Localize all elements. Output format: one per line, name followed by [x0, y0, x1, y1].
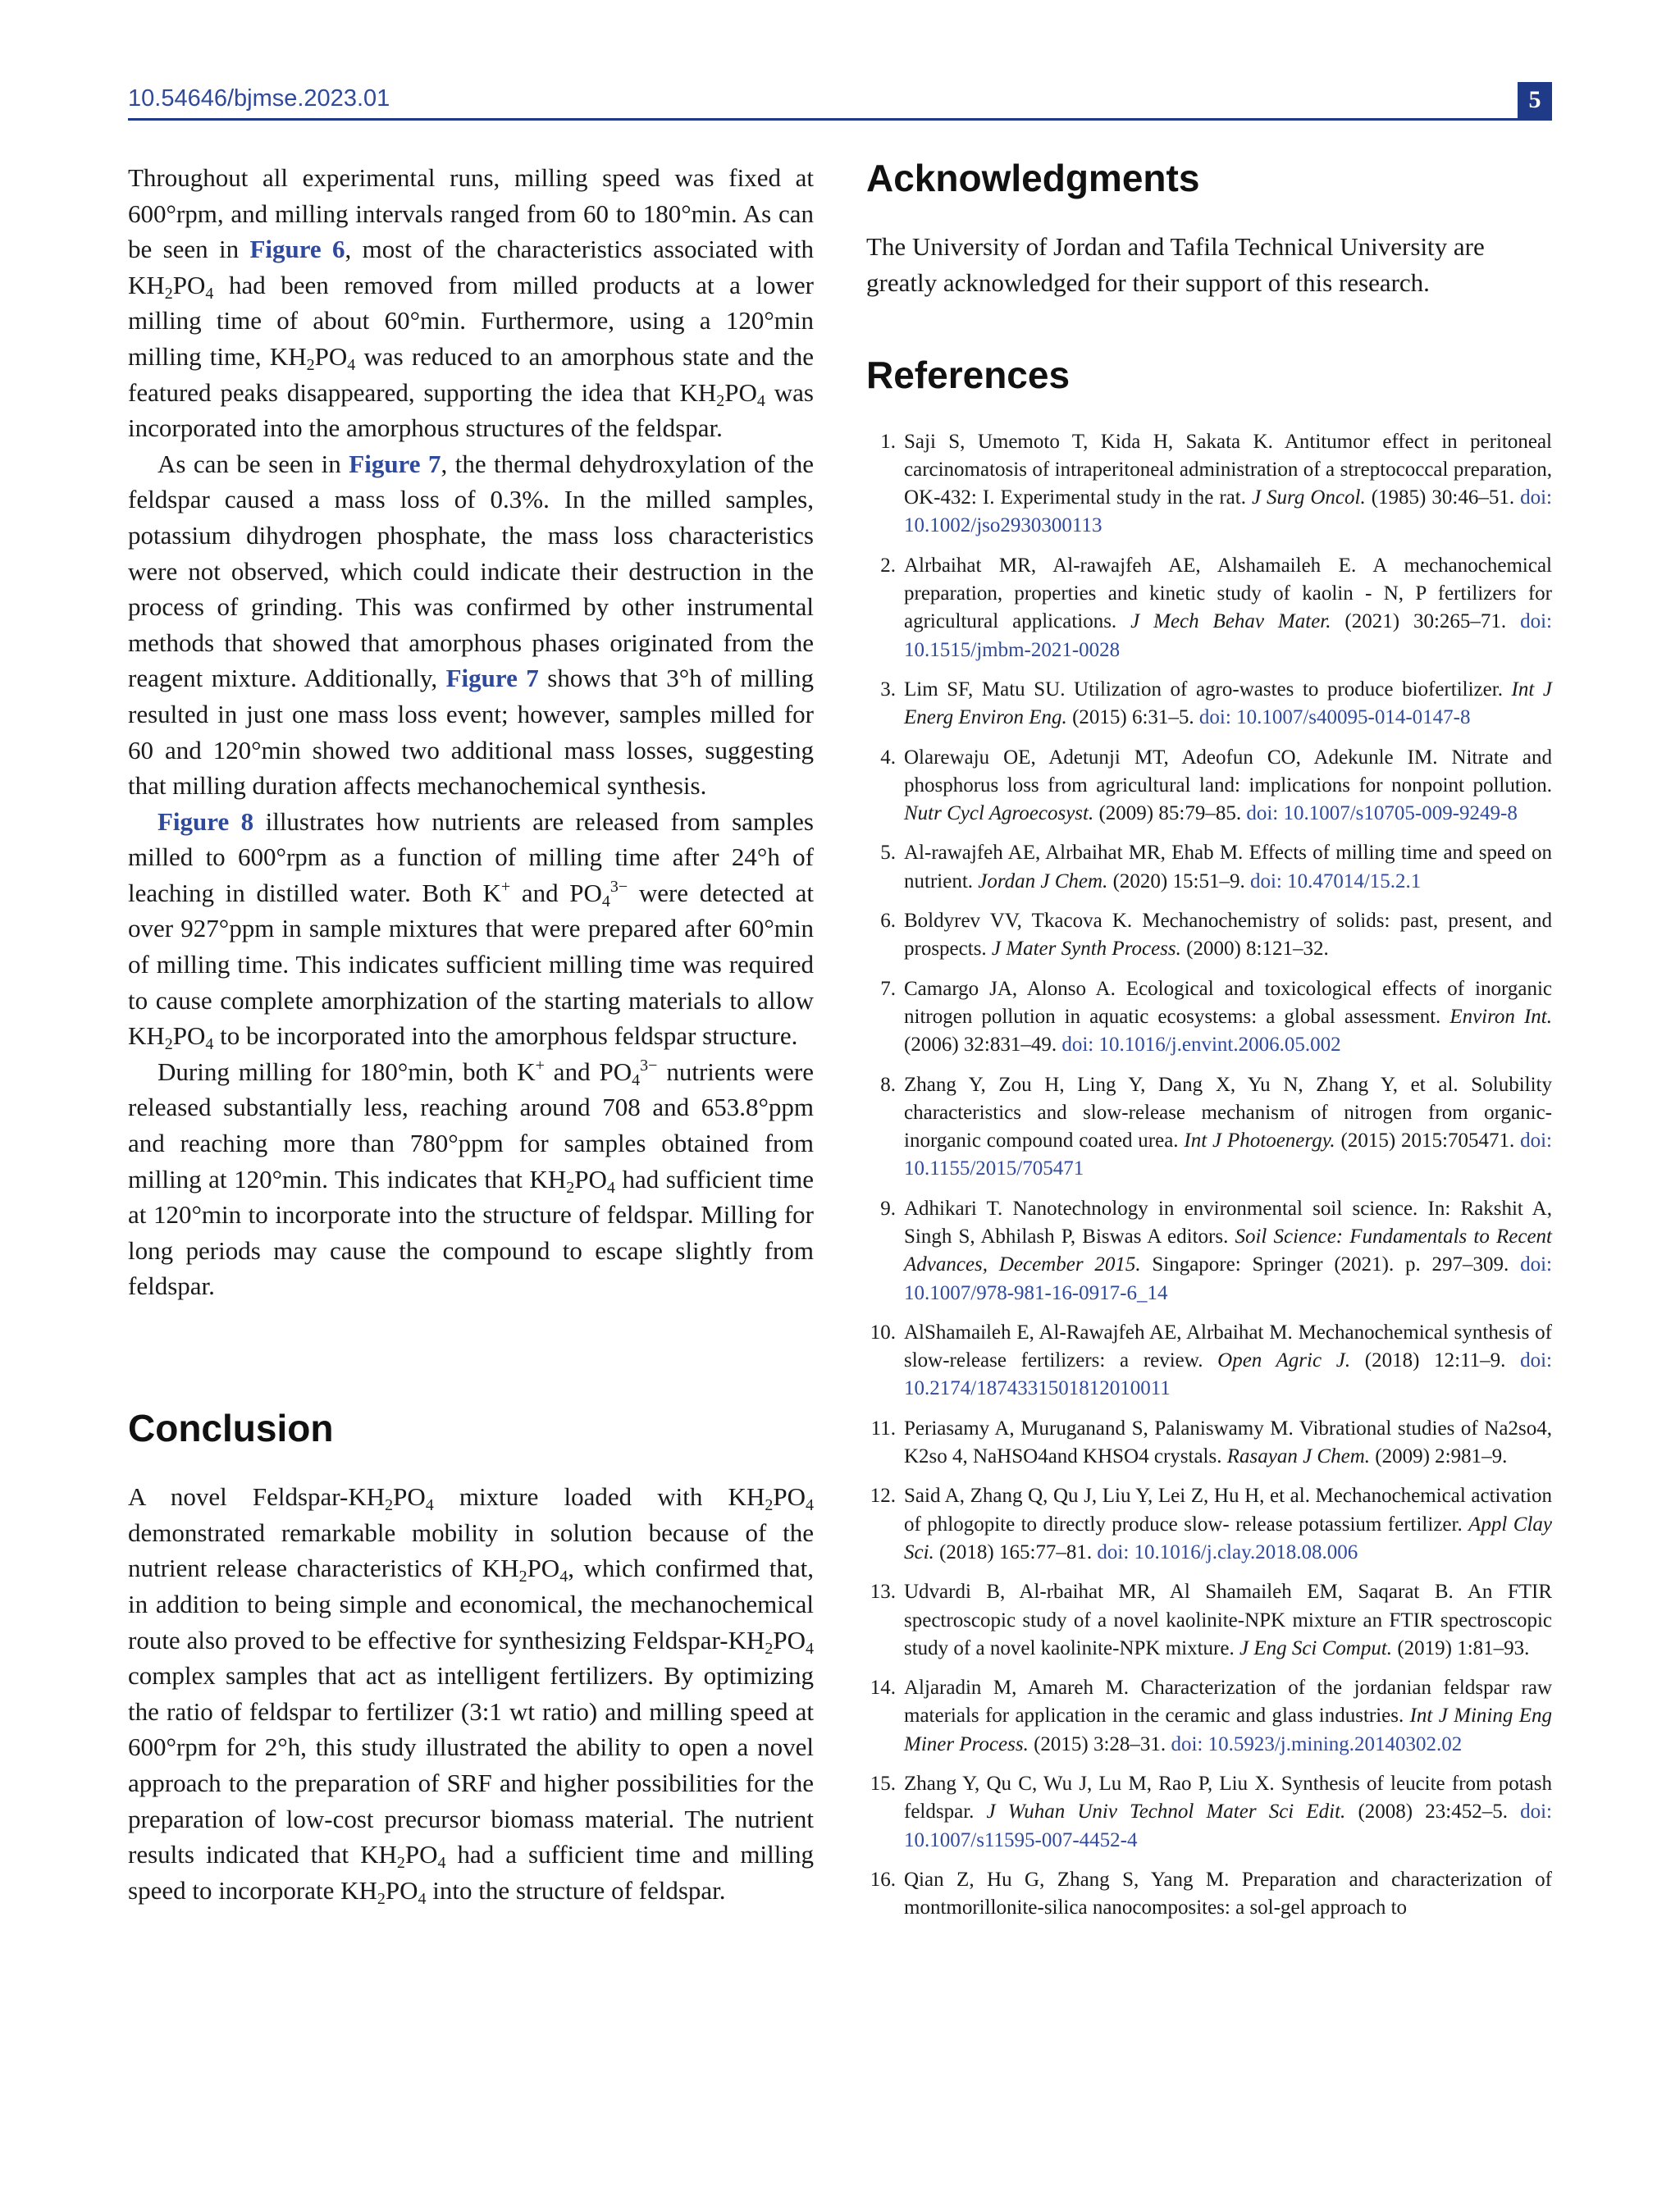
reference-number: 2. [880, 554, 896, 577]
reference-details: (2009) 2:981–9. [1370, 1445, 1508, 1468]
reference-doi-link[interactable]: doi: 10.1007/s10705-009-9249-8 [1246, 802, 1518, 825]
reference-text: Adhikari T. Nanotechnology in environmental soil science. In: Rakshit A, Singh S, Abhilash P, Biswas A editors. [904, 1197, 1552, 1248]
reference-item [866, 1674, 1552, 1759]
reference-item [866, 1578, 1552, 1663]
reference-text: Periasamy A, Muruganand S, Palaniswamy M. Vibrational studies of Na2so4, K2so 4, NaHSO4and KHSO4 crystals. [904, 1417, 1552, 1468]
reference-text: AlShamaileh E, Al-Rawajfeh AE, Alrbaihat M. Mechanochemical synthesis of slow-release fertilizers: a review. [904, 1321, 1552, 1372]
paragraph-thermal-dehydroxylation: As can be seen in Figure 7, the thermal dehydroxylation of the feldspar caused a mass loss of 0.3%. In the milled samples, potassium dihydrogen phosphate, the mass loss characteristics were not observed, which could indicate their destruction in the process of grinding. This was confirmed by other instrumental methods that showed that amorphous phases originated from the reagent mixture. Additionally, Figure 7 shows that 3°h of milling resulted in just one mass loss event; however, samples milled for 60 and 120°min showed two additional mass losses, suggesting that milling duration affects mechanochemical synthesis. [128, 449, 815, 801]
reference-details: (2015) 6:31–5. [1066, 706, 1199, 729]
reference-journal: Appl Clay Sci. [904, 1513, 1552, 1563]
reference-text: Said A, Zhang Q, Qu J, Liu Y, Lei Z, Hu H, et al. Mechanochemical activation of phlogopite to directly produce slow- release potassium fertilizer. [904, 1485, 1552, 1536]
reference-doi-link[interactable]: doi: 10.5923/j.mining.20140302.02 [1171, 1732, 1463, 1755]
page-header [128, 82, 1552, 118]
reference-item [866, 428, 1552, 541]
reference-item [866, 1071, 1552, 1184]
reference-journal: Jordan J Chem. [978, 870, 1108, 892]
reference-number: 16. [870, 1868, 896, 1891]
reference-doi-link[interactable]: doi: 10.1002/jso2930300113 [904, 486, 1552, 537]
reference-details: (2015) 3:28–31. [1028, 1732, 1171, 1755]
reference-journal: J Eng Sci Comput. [1239, 1636, 1393, 1659]
reference-text: Camargo JA, Alonso A. Ecological and toxicological effects of inorganic nitrogen pollution in aquatic ecosystems: a global assessment. [904, 977, 1552, 1028]
acknowledgments-text: The University of Jordan and Tafila Technical University are greatly acknowledged for their support of this research. [866, 232, 1485, 297]
reference-doi-link[interactable]: doi: 10.47014/15.2.1 [1249, 870, 1422, 892]
reference-number: 6. [880, 910, 896, 933]
figure-7-link[interactable]: Figure 7 [349, 449, 441, 478]
reference-details: (2008) 23:452–5. [1345, 1801, 1521, 1823]
paragraph-milling-runs: Throughout all experimental runs, milling speed was fixed at 600°rpm, and milling intervals ranged from 60 to 180°min. As can be seen in Figure 6, most of the characteristics associated with $KH_2PO_4$ had been removed from milled products at a lower milling time of about 60°min. Furthermore, using a 120°min milling time, $KH_2PO_4$ was reduced to an amorphous state and the featured peaks disappeared, supporting the idea that $KH_2PO_4$ was incorporated into the amorphous structures of the feldspar. [128, 163, 815, 443]
reference-text: Saji S, Umemoto T, Kida H, Sakata K. Antitumor effect in peritoneal carcinomatosis of intraperitoneal administration of a streptococcal preparation, OK-432: I. Experimental study in the rat. [904, 430, 1552, 509]
reference-number: 4. [880, 746, 896, 769]
reference-journal: J Surg Oncol. [1251, 486, 1366, 509]
reference-list [866, 428, 1552, 1923]
reference-doi-link[interactable]: doi: 10.1155/2015/705471 [904, 1130, 1552, 1180]
reference-details: (2018) 12:11–9. [1350, 1349, 1521, 1372]
reference-item [866, 1319, 1552, 1404]
paragraph-nutrient-release: Figure 8 illustrates how nutrients are released from samples milled to 600°rpm as a function of milling time after 24°h of leaching in distilled water. Both K+ and $PO_4^{3-}$ were detected at over 927°ppm in sample mixtures that were prepared after 60°min of milling time. This indicates sufficient milling time was required to cause complete amorphization of the starting materials to allow $KH_2PO_4$ to be incorporated into the amorphous feldspar structure. [128, 806, 815, 1054]
reference-number: 10. [870, 1321, 896, 1344]
reference-details: (2021) 30:265–71. [1331, 610, 1521, 633]
reference-number: 9. [880, 1197, 896, 1220]
reference-item [866, 676, 1552, 733]
reference-doi-link[interactable]: doi: 10.1007/s40095-014-0147-8 [1198, 706, 1471, 729]
reference-details: (2000) 8:121–32. [1180, 938, 1329, 961]
reference-doi-link[interactable]: doi: 10.1007/s11595-007-4452-4 [904, 1801, 1552, 1851]
reference-number: 8. [880, 1073, 896, 1096]
reference-journal: J Mater Synth Process. [991, 938, 1181, 961]
reference-journal: Environ Int. [1449, 1005, 1552, 1028]
reference-number: 3. [880, 678, 896, 701]
reference-text: Aljaradin M, Amareh M. Characterization of the jordanian feldspar raw materials for application in the ceramic and glass industries. [904, 1677, 1552, 1728]
reference-item [866, 907, 1552, 964]
reference-doi-link[interactable]: doi: 10.1007/978-981-16-0917-6_14 [904, 1253, 1552, 1304]
paragraph-milling-180: During milling for 180°min, both K+ and $PO_4^{3-}$ nutrients were released substantially less, reaching around 708 and 653.8°ppm and reaching more than 780°ppm for samples obtained from milling at 120°min. This indicates that $KH_2PO_4$ had sufficient time at 120°min to incorporate into the structure of feldspar. Milling for long periods may cause the compound to escape slightly from feldspar. [128, 1056, 815, 1301]
reference-item [866, 975, 1552, 1060]
reference-text: Udvardi B, Al-rbaihat MR, Al Shamaileh EM, Saqarat B. An FTIR spectroscopic study of a novel kaolinite-NPK mixture an FTIR spectroscopic study of a novel kaolinite-NPK mixture. [904, 1581, 1552, 1659]
reference-text: Olarewaju OE, Adetunji MT, Adeofun CO, Adekunle IM. Nitrate and phosphorus loss from agricultural land: implications for nonpoint pollution. [904, 746, 1552, 796]
reference-journal: J Wuhan Univ Technol Mater Sci Edit. [986, 1801, 1346, 1823]
reference-details: (2019) 1:81–93. [1392, 1636, 1530, 1659]
reference-journal: Soil Science: Fundamentals to Recent Advances, December 2015. [904, 1225, 1552, 1276]
reference-journal: J Mech Behav Mater. [1130, 610, 1331, 633]
reference-journal: Rasayan J Chem. [1226, 1445, 1371, 1468]
reference-doi-link[interactable]: doi: 10.1016/j.clay.2018.08.006 [1097, 1540, 1358, 1563]
reference-text: Alrbaihat MR, Al-rawajfeh AE, Alshamaileh E. A mechanochemical preparation, properties and kinetic study of kaolin - N, P fertilizers for agricultural applications. [904, 554, 1552, 633]
reference-doi-link[interactable]: doi: 10.1515/jmbm-2021-0028 [904, 610, 1552, 661]
references-heading: References [866, 354, 1071, 397]
reference-details: (2018) 165:77–81. [934, 1540, 1098, 1563]
reference-details: (2006) 32:831–49. [904, 1034, 1062, 1057]
reference-text: Boldyrev VV, Tkacova K. Mechanochemistry of solids: past, present, and prospects. [904, 910, 1552, 961]
reference-item [866, 1415, 1552, 1472]
reference-number: 5. [880, 842, 896, 865]
reference-item [866, 1482, 1552, 1567]
reference-details: (1985) 30:46–51. [1365, 486, 1521, 509]
reference-number: 13. [870, 1581, 896, 1604]
reference-item [866, 839, 1552, 896]
reference-number: 7. [880, 977, 896, 1000]
reference-doi-link[interactable]: doi: 10.1016/j.envint.2006.05.002 [1061, 1034, 1341, 1057]
reference-details: (2015) 2015:705471. [1335, 1130, 1521, 1152]
right-column [866, 156, 1552, 1934]
reference-doi-link[interactable]: doi: 10.2174/1874331501812010011 [904, 1349, 1553, 1400]
reference-text: Lim SF, Matu SU. Utilization of agro-wastes to produce biofertilizer. [904, 678, 1512, 701]
reference-item [866, 1866, 1552, 1923]
reference-journal: Int J Mining Eng Miner Process. [904, 1705, 1552, 1755]
figure-6-link[interactable]: Figure 6 [249, 235, 345, 264]
header-rule [128, 118, 1552, 121]
reference-text: Zhang Y, Qu C, Wu J, Lu M, Rao P, Liu X. Synthesis of leucite from potash feldspar. [904, 1773, 1552, 1823]
reference-journal: Int J Energ Environ Eng. [904, 678, 1553, 729]
reference-journal: Nutr Cycl Agroecosyst. [904, 802, 1094, 825]
reference-number: 14. [870, 1677, 896, 1700]
reference-item [866, 1195, 1552, 1308]
reference-text: Al-rawajfeh AE, Alrbaihat MR, Ehab M. Effects of milling time and speed on nutrient. [904, 842, 1552, 892]
paragraph-conclusion: A novel Feldspar-$KH_2PO_4$ mixture loaded with $KH_2PO_4$ demonstrated remarkable mobility in solution because of the nutrient release characteristics of $KH_2PO_4$, which confirmed that, in addition to being simple and economical, the mechanochemical route also proved to be effective for synthesizing Feldspar-$KH_2PO_4$ complex samples that act as intelligent fertilizers. By optimizing the ratio of feldspar to fertilizer (3:1 wt ratio) and milling speed at 600°rpm for 2°h, this study illustrated the ability to open a novel approach to the preparation of SRF and higher possibilities for the preparation of low-cost precursor biomass material. The nutrient results indicated that $KH_2PO_4$ had a sufficient time and milling speed to incorporate $KH_2PO_4$ into the structure of feldspar. [128, 1482, 814, 1908]
conclusion-heading: Conclusion [128, 1407, 334, 1449]
reference-item [866, 552, 1552, 664]
reference-number: 15. [870, 1773, 896, 1796]
reference-item [866, 744, 1552, 828]
reference-number: 1. [880, 430, 896, 453]
reference-journal: Int J Photoenergy. [1184, 1130, 1335, 1152]
left-column [128, 160, 814, 1908]
reference-details: (2009) 85:79–85. [1093, 802, 1247, 825]
reference-item [866, 1770, 1552, 1855]
page-number-badge: 5 [1518, 82, 1552, 118]
reference-number: 12. [870, 1485, 896, 1508]
reference-text: Qian Z, Hu G, Zhang S, Yang M. Preparation and characterization of montmorillonite-silica nanocomposites: a sol-gel approach to [904, 1868, 1552, 1919]
figure-8-link[interactable]: Figure 8 [158, 806, 254, 836]
header-doi-link[interactable]: 10.54646/bjmse.2023.01 [128, 85, 390, 112]
figure-7-link-2[interactable]: Figure 7 [445, 664, 539, 693]
reference-journal: Open Agric J. [1217, 1349, 1351, 1372]
reference-details: (2020) 15:51–9. [1107, 870, 1250, 892]
reference-details: Singapore: Springer (2021). p. 297–309. [1140, 1253, 1521, 1276]
acknowledgments-heading: Acknowledgments [866, 157, 1200, 199]
reference-number: 11. [870, 1417, 896, 1440]
reference-text: Zhang Y, Zou H, Ling Y, Dang X, Yu N, Zhang Y, et al. Solubility characteristics and slow-release mechanism of nitrogen from organic-inorganic compound coated urea. [904, 1073, 1552, 1152]
